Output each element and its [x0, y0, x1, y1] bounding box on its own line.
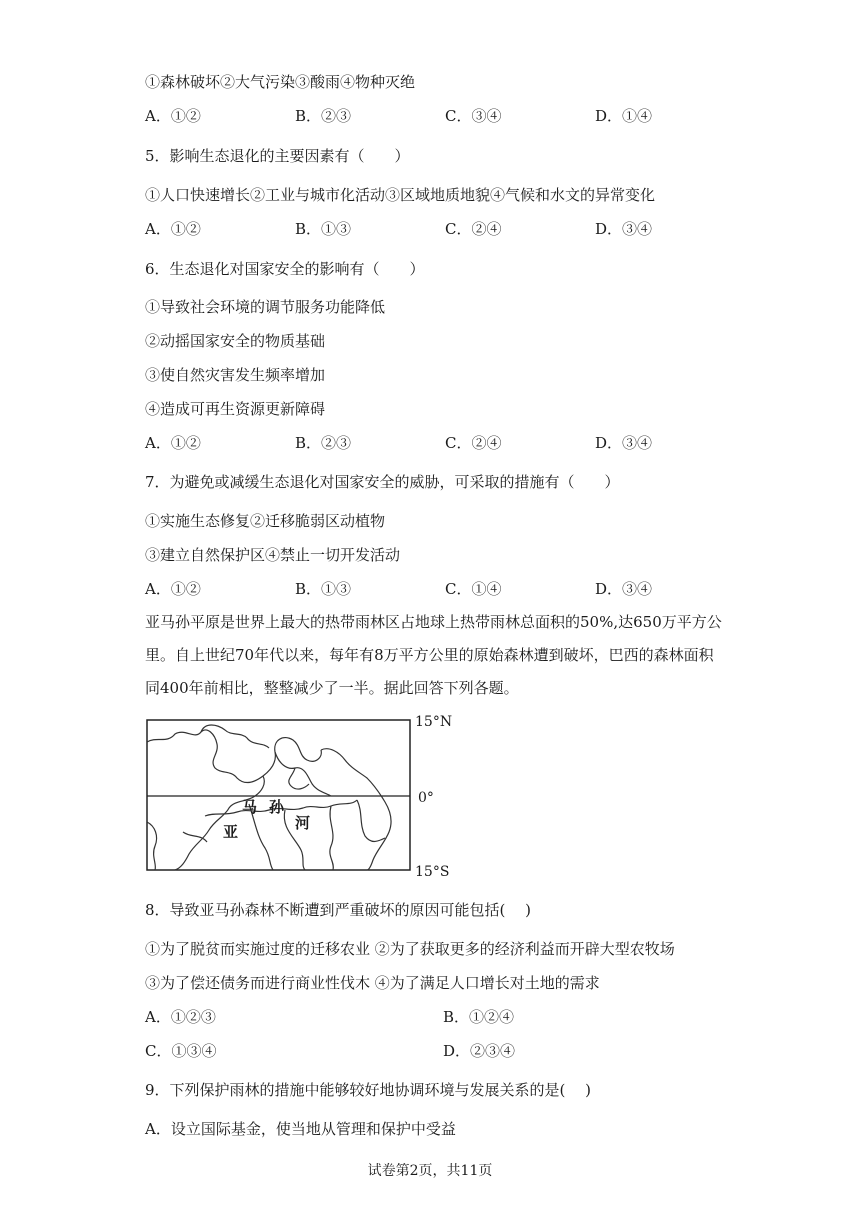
q8-option-a: A．①②③ — [145, 1008, 216, 1026]
q8-option-d: D．②③④ — [443, 1042, 516, 1060]
lat-15s-label: 15°S — [415, 864, 450, 880]
q4-option-d: D．①④ — [595, 107, 653, 125]
q7-item-1: ①实施生态修复②迁移脆弱区动植物 — [145, 512, 386, 530]
q5-option-a: A．①② — [145, 220, 201, 238]
q6-option-a: A．①② — [145, 434, 201, 452]
q4-items: ①森林破坏②大气污染③酸雨④物种灭绝 — [145, 73, 416, 91]
q5-stem: 5．影响生态退化的主要因素有（ ） — [145, 147, 410, 165]
q9-option-a: A．设立国际基金，使当地从管理和保护中受益 — [145, 1120, 456, 1138]
q4-option-b: B．②③ — [295, 107, 352, 125]
q6-option-b: B．②③ — [295, 434, 352, 452]
q6-item-4: ④造成可再生资源更新障碍 — [145, 400, 326, 418]
q7-option-a: A．①② — [145, 580, 201, 598]
q8-item-1: ①为了脱贫而实施过度的迁移农业 ②为了获取更多的经济利益而开辟大型农牧场 — [145, 940, 675, 958]
q6-item-1: ①导致社会环境的调节服务功能降低 — [145, 298, 386, 316]
map-label-ma: 马 — [242, 798, 258, 816]
q7-item-2: ③建立自然保护区④禁止一切开发活动 — [145, 546, 401, 564]
q5-option-d: D．③④ — [595, 220, 653, 238]
map-frame — [147, 720, 410, 870]
q6-item-2: ②动摇国家安全的物质基础 — [145, 332, 326, 350]
q5-items: ①人口快速增长②工业与城市化活动③区域地质地貌④气候和水文的异常变化 — [145, 186, 656, 204]
map-label-sun: 孙 — [269, 798, 285, 816]
q8-option-b: B．①②④ — [443, 1008, 515, 1026]
map-label-ya: 亚 — [223, 823, 239, 841]
q4-option-a: A．①② — [145, 107, 201, 125]
q6-option-c: C．②④ — [445, 434, 502, 452]
lat-15n-label: 15°N — [415, 714, 453, 730]
amazon-map — [145, 712, 475, 884]
q6-stem: 6．生态退化对国家安全的影响有（ ） — [145, 260, 425, 278]
q7-stem: 7．为避免或减缓生态退化对国家安全的威胁，可采取的措施有（ ） — [145, 473, 620, 491]
page-footer: 试卷第2页，共11页 — [367, 1163, 493, 1179]
q7-option-b: B．①③ — [295, 580, 352, 598]
q5-option-c: C．②④ — [445, 220, 502, 238]
q8-stem: 8．导致亚马孙森林不断遭到严重破坏的原因可能包括( ) — [145, 901, 532, 919]
q8-item-2: ③为了偿还债务而进行商业性伐木 ④为了满足人口增长对土地的需求 — [145, 974, 600, 992]
q7-option-d: D．③④ — [595, 580, 653, 598]
q8-option-c: C．①③④ — [145, 1042, 217, 1060]
q7-option-c: C．①④ — [445, 580, 502, 598]
map-label-he: 河 — [295, 814, 311, 832]
lat-0-label: 0° — [418, 790, 434, 806]
q5-option-b: B．①③ — [295, 220, 352, 238]
reading-passage: 亚马孙平原是世界上最大的热带雨林区占地球上热带雨林总面积的50%,达650万平方公里。自上世纪70年代以来，每年有8万平方公里的原始森林遭到破坏，巴西的森林面积同400年前相比，整整减少了一半。据此回答下列各题。 — [145, 613, 722, 697]
q6-option-d: D．③④ — [595, 434, 653, 452]
q6-item-3: ③使自然灾害发生频率增加 — [145, 366, 326, 384]
q4-option-c: C．③④ — [445, 107, 502, 125]
q9-stem: 9．下列保护雨林的措施中能够较好地协调环境与发展关系的是( ) — [145, 1081, 592, 1099]
